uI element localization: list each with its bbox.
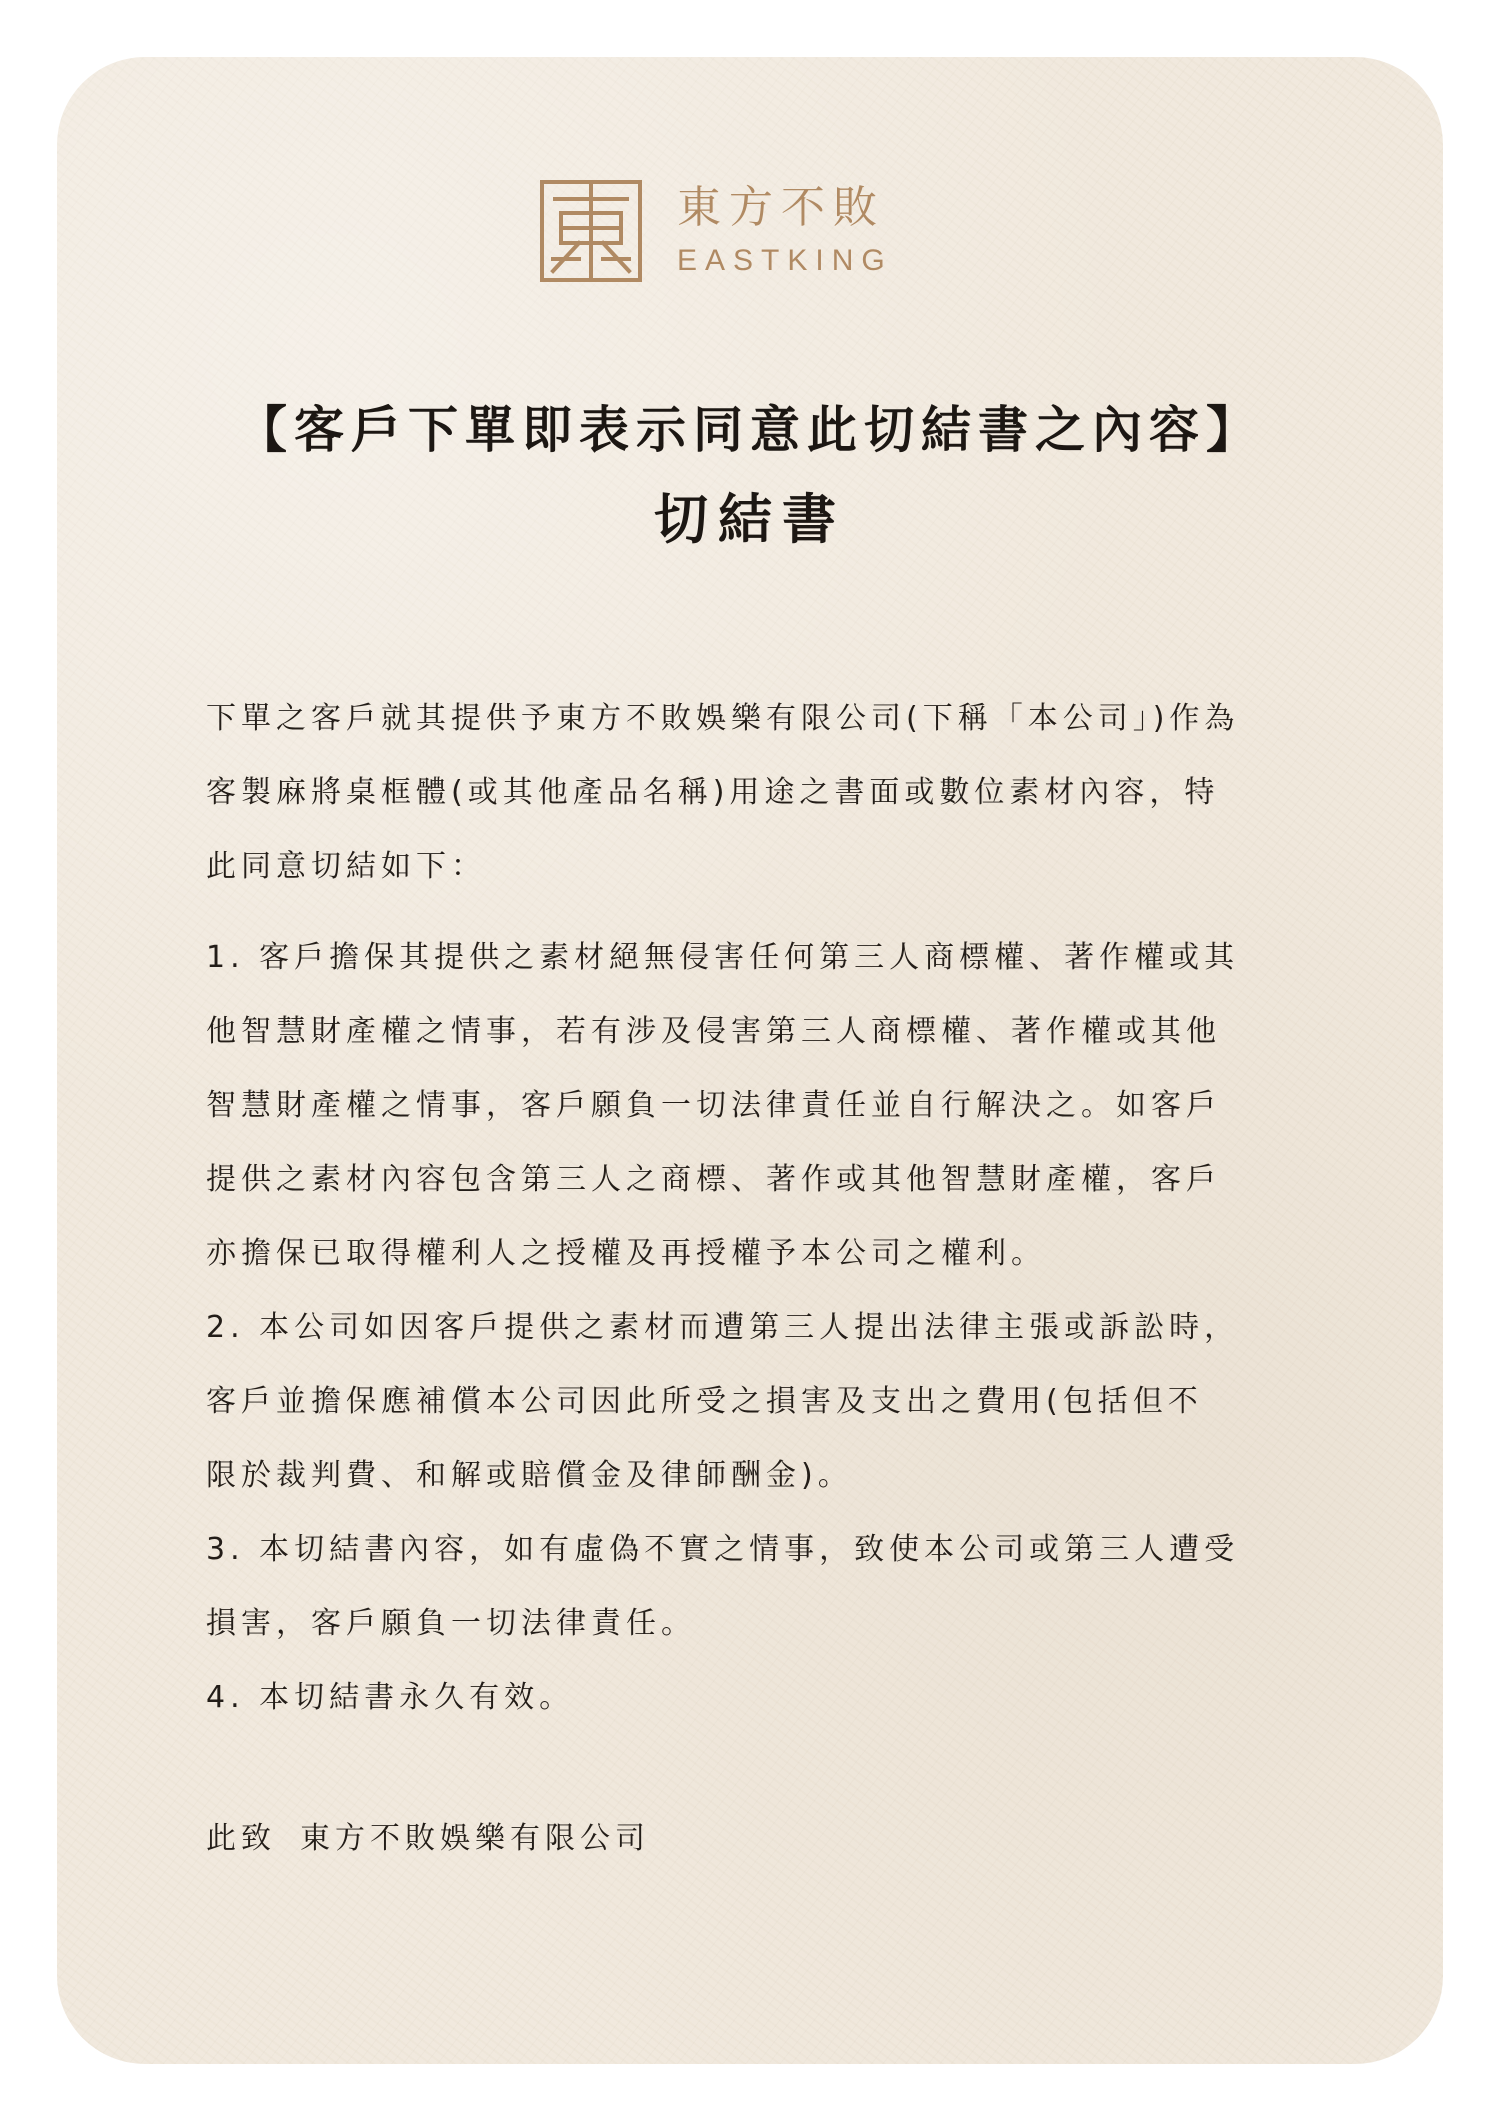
eastking-logo — [539, 178, 893, 284]
closing-prefix: 此致 — [206, 1821, 276, 1856]
term-item-1 — [206, 921, 1296, 1291]
document-card — [57, 57, 1443, 2064]
term-line: 1. 客戶擔保其提供之素材絕無侵害任何第三人商標權、著作權或其 — [206, 940, 1240, 975]
term-line: 他智慧財產權之情事，若有涉及侵害第三人商標權、著作權或其他 — [206, 1014, 1221, 1049]
term-line: 提供之素材內容包含第三人之商標、著作或其他智慧財產權，客戶 — [206, 1162, 1221, 1197]
term-line: 亦擔保已取得權利人之授權及再授權予本公司之權利。 — [206, 1236, 1046, 1271]
intro-line: 下單之客戶就其提供予東方不敗娛樂有限公司(下稱「本公司」)作為 — [206, 701, 1240, 736]
term-line: 智慧財產權之情事，客戶願負一切法律責任並自行解決之。如客戶 — [206, 1088, 1221, 1123]
term-item-2 — [206, 1291, 1296, 1513]
document-title: 【客戶下單即表示同意此切結書之內容】 — [237, 401, 1263, 459]
intro-line: 此同意切結如下： — [206, 849, 486, 884]
logo-english-name: EASTKING — [677, 244, 893, 277]
closing-company: 東方不敗娛樂有限公司 — [300, 1821, 650, 1856]
document-subtitle: 切結書 — [654, 488, 846, 551]
term-item-3 — [206, 1513, 1296, 1661]
term-line: 4. 本切結書永久有效。 — [206, 1680, 575, 1715]
term-line: 2. 本公司如因客戶提供之素材而遭第三人提出法律主張或訴訟時， — [206, 1310, 1240, 1345]
term-line: 3. 本切結書內容，如有虛偽不實之情事，致使本公司或第三人遭受 — [206, 1532, 1240, 1567]
term-item-4 — [206, 1661, 1296, 1735]
east-character-seal-icon — [539, 179, 643, 283]
intro-paragraph — [206, 682, 1296, 904]
term-line: 客戶並擔保應補償本公司因此所受之損害及支出之費用(包括但不 — [206, 1384, 1203, 1419]
logo-chinese-name: 東方不敗 — [677, 182, 885, 233]
term-line: 限於裁判費、和解或賠償金及律師酬金)。 — [206, 1458, 853, 1493]
term-line: 損害，客戶願負一切法律責任。 — [206, 1606, 696, 1641]
terms-list — [206, 921, 1296, 1735]
intro-line: 客製麻將桌框體(或其他產品名稱)用途之書面或數位素材內容，特 — [206, 775, 1220, 810]
closing-line — [206, 1802, 1296, 1876]
